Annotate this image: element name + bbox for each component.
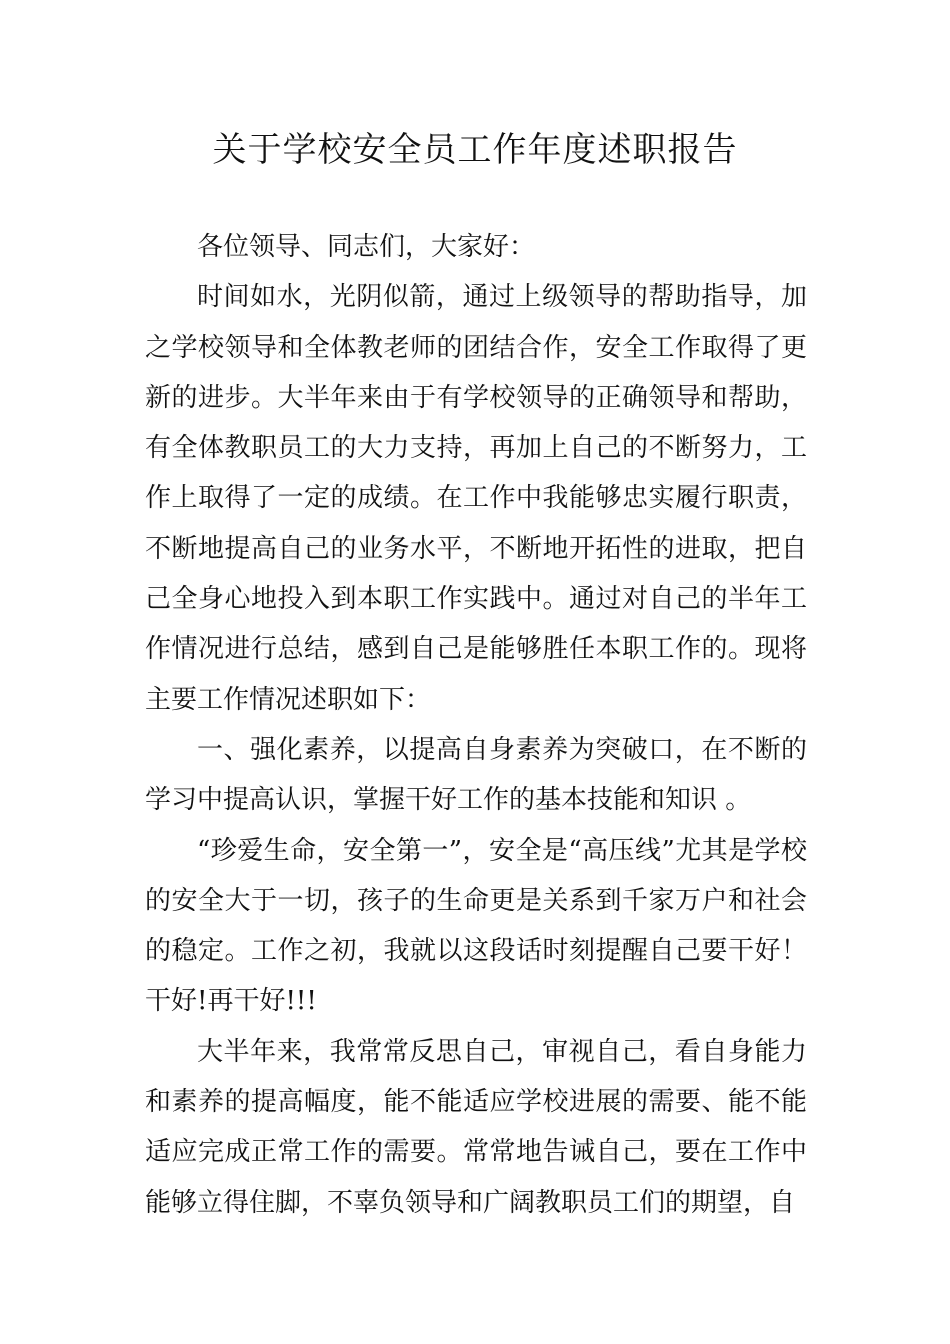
document-title: 关于学校安全员工作年度述职报告 xyxy=(212,130,738,170)
paragraph-intro: 时间如水，光阴似箭，通过上级领导的帮助指导，加之学校领导和全体教老师的团结合作，安全工作取得了更新的进步。大半年来由于有学校领导的正确领导和帮助，有全体教职员工的大力支持，再加上自己的不断努力，工作上取得了一定的成绩。在工作中我能够忠实履行职责，不断地提高自己的业务水平，不断地开拓性的进取，把自己全身心地投入到本职工作实践中。通过对自己的半年工作情况进行总结，感到自己是能够胜任本职工作的。现将主要工作情况述职如下： xyxy=(145,282,807,715)
paragraph-safety-motto: “珍爱生命，安全第一”，安全是“高压线”尤其是学校的安全大于一切，孩子的生命更是关系到千家万户和社会的稳定。工作之初，我就以这段话时刻提醒自己要干好！干好!再干好!!! xyxy=(145,835,807,1017)
paragraph-greeting: 各位领导、同志们，大家好： xyxy=(197,232,536,262)
paragraph-reflection: 大半年来，我常常反思自己，审视自己，看自身能力和素养的提高幅度，能不能适应学校进展的需要、能不能适应完成正常工作的需要。常常地告诫自己，要在工作中能够立得住脚，不辜负领导和广阔教职员工们的期望，自 xyxy=(145,1036,807,1218)
document-body xyxy=(145,222,807,1228)
paragraph-section-one-heading: 一、强化素养，以提高自身素养为突破口，在不断的学习中提高认识，掌握干好工作的基本技能和知识 。 xyxy=(145,734,807,816)
